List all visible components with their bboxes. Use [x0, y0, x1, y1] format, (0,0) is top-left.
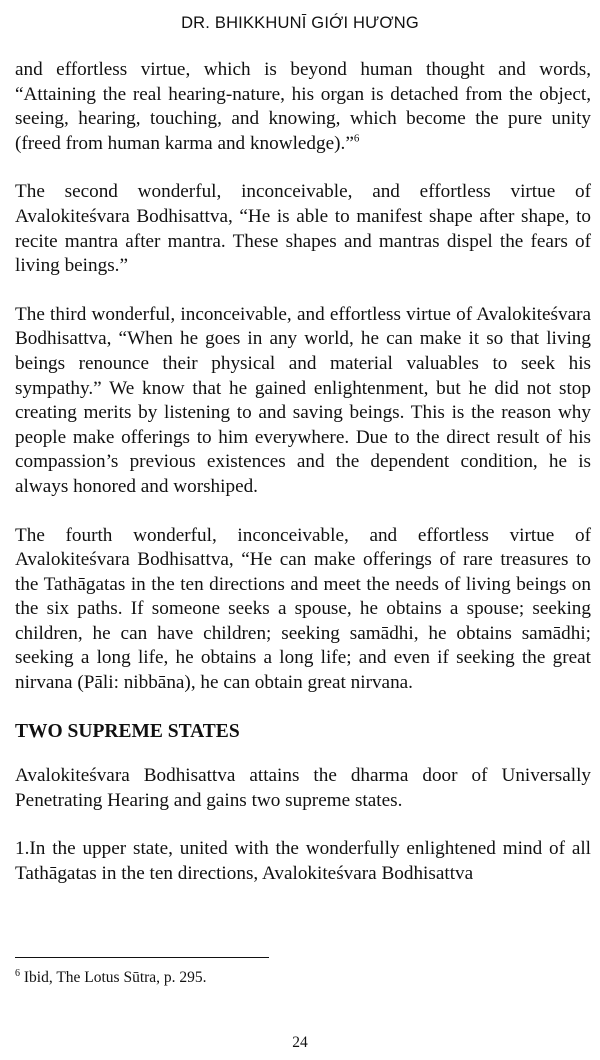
paragraph-fourth-virtue: The fourth wonderful, inconceivable, and effortless virtue of Avalokiteśvara Bodhisattva, “He can make offerings of rare treasures to the Tathāgatas in the ten directions and meet the needs of living beings on the six paths. If someone seeks a spouse, he obtains a spouse; seeking children, he can have children; seeking samādhi, he obtains samādhi; seeking a long life, he obtains a long life; and even if seeking the great nirvana (Pāli: nibbāna), he can obtain great nirvana.: [15, 524, 591, 694]
paragraph-upper-state: 1.In the upper state, united with the wonderfully enlightened mind of all Tathāgatas in the ten directions, Avalokiteśvara Bodhisattva: [15, 838, 591, 885]
paragraph-third-virtue: The third wonderful, inconceivable, and effortless virtue of Avalokiteśvara Bodhisattva, “When he goes in any world, he can make it so that living beings renounce their physical and material valuables to seek his sympathy.” We know that he gained enlightenment, but he did not stop creating merits by listening to and saving beings. This is the reason why people make offerings to him everywhere. Due to the direct result of his compassion’s previous existences and the dependent condition, he is always honored and worshiped.: [15, 303, 591, 497]
footnote-reference: 6: [353, 132, 360, 145]
paragraph-first-virtue-continued: [15, 58, 591, 156]
page-number: 24: [292, 1034, 308, 1051]
footnote-divider: [15, 957, 269, 958]
footnote-text: Ibid, The Lotus Sūtra, p. 295.: [23, 969, 207, 986]
paragraph-text: and effortless virtue, which is beyond human thought and words, “Attaining the real hearing-nature, his organ is detached from the object, seeing, hearing, touching, and knowing, which become the pure unity (freed from human karma and knowledge).”: [15, 59, 591, 154]
running-header: DR. BHIKKHUNĪ GIỚI HƯƠNG: [181, 14, 419, 32]
section-heading: TWO SUPREME STATES: [15, 720, 240, 742]
paragraph-second-virtue: The second wonderful, inconceivable, and effortless virtue of Avalokiteśvara Bodhisattva, “He is able to manifest shape after shape, to recite mantra after mantra. These shapes and mantras dispel the fears of living beings.”: [15, 181, 591, 277]
body-text: [15, 58, 591, 911]
footnote: [15, 968, 207, 988]
paragraph-section-intro: Avalokiteśvara Bodhisattva attains the dharma door of Universally Penetrating Hearing and gains two supreme states.: [15, 765, 591, 811]
footnote-number: 6: [15, 967, 20, 979]
